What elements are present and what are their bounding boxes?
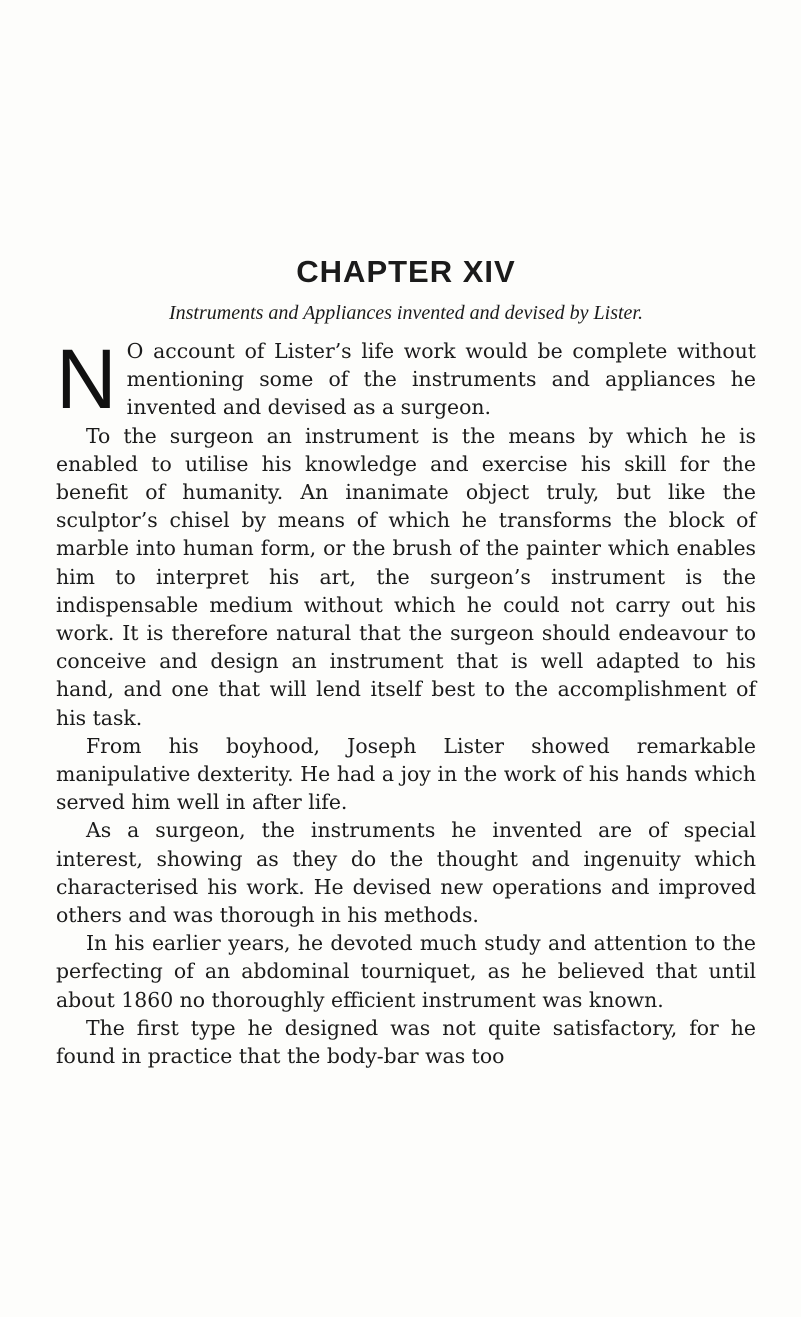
chapter-body (56, 332, 756, 1070)
paragraph-1 (56, 332, 756, 426)
paragraph-3: From his boyhood, Joseph Lister showed remarkable manipulative dexterity. He had a joy in the work of his hands which served him well in after life. (56, 733, 756, 815)
paragraph-4: As a surgeon, the instruments he invented are of special interest, showing as they do the thought and ingenuity which characterised his work. He devised new operations and improved others and was thorough in his methods. (56, 818, 756, 928)
paragraph-1-text: O account of Lister’s life work would be complete without mentioning some of the instruments and appliances he invented and devised as a surgeon. (126, 339, 756, 420)
paragraph-2: To the surgeon an instrument is the means by which he is enabled to utilise his knowledge and exercise his skill for the benefit of humanity. An inanimate object truly, but like the sculptor’s chisel by means of which he transforms the block of marble into human form, or the brush of the painter which enables him to interpret his art, the surgeon’s instrument is the indispensable medium without which he could not carry out his work. It is therefore natural that the surgeon should endeavour to conceive and design an instrument that is well adapted to his hand, and one that will lend itself best to the accomplishment of his task. (56, 423, 756, 730)
chapter-subtitle: Instruments and Appliances invented and devised by Lister. (168, 302, 643, 324)
paragraph-6: The first type he designed was not quite satisfactory, for he found in practice that the body-bar was too (56, 1015, 756, 1069)
chapter-heading: CHAPTER XIV (296, 254, 516, 289)
book-page (56, 254, 756, 1070)
paragraph-5: In his earlier years, he devoted much study and attention to the perfecting of an abdominal tourniquet, as he believed that until about 1860 no thoroughly efficient instrument was known. (56, 931, 756, 1012)
drop-cap: N (56, 332, 117, 426)
